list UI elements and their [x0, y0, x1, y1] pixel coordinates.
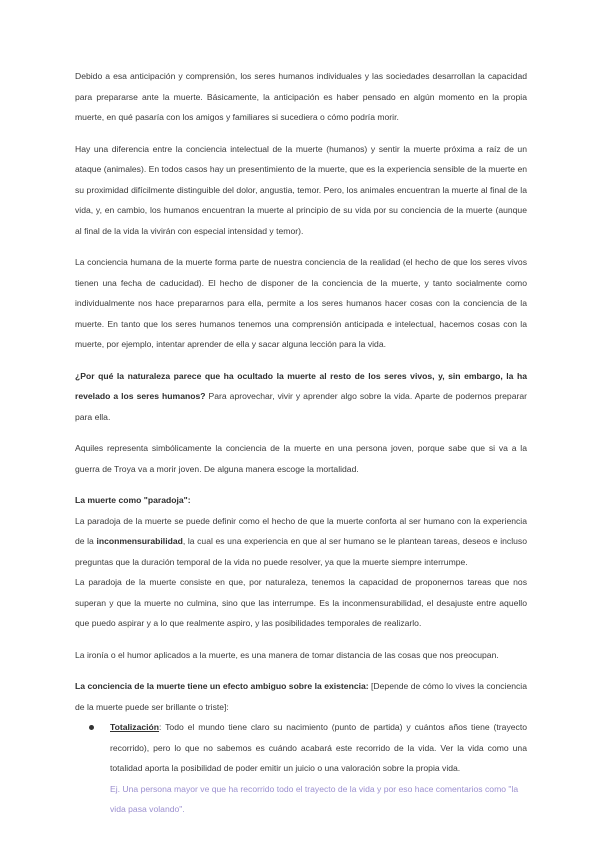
paragraph-definicion-paradoja: La paradoja de la muerte se puede definir como el hecho de que la muerte conforta al ser humano con la experiencia de la inconmensurabilidad, la cual es una experiencia en que al ser humano se le plantean tareas, deseos e incluso preguntas que la duración temporal de la vida no puede resolver, ya que la muerte siempre interrumpe. — [75, 515, 527, 567]
paragraph-pregunta-naturaleza — [75, 366, 527, 428]
example-text: Ej. Una persona mayor ve que ha recorrido todo el trayecto de la vida y por eso hace comentarios como "la vida pasa volando". — [110, 783, 519, 814]
question-bold: ¿Por qué la naturaleza parece que ha ocultado la muerte al resto de los seres vivos, y, sin embargo, la ha revelado a los seres humanos? — [75, 370, 527, 401]
term-totalizacion: Totalización — [110, 722, 160, 732]
bullet-dot-icon — [89, 725, 94, 730]
paragraph-aquiles: Aquiles representa simbólicamente la conciencia de la muerte en una persona joven, porque sabe que si va a la guerra de Troya va a morir joven. De alguna manera escoge la mortalidad. — [75, 443, 527, 474]
term-inconmensurabilidad: inconmensurabilidad — [96, 536, 183, 546]
heading-paradoja: La muerte como "paradoja": — [75, 495, 191, 505]
paragraph-efecto-ambiguo: La conciencia de la muerte tiene un efecto ambiguo sobre la existencia: [Depende de cómo lo vives la conciencia de la muerte puede ser brillante o triste]: — [75, 681, 527, 712]
paragraph-ironia: La ironía o el humor aplicados a la muerte, es una manera de tomar distancia de las cosas que nos preocupan. — [75, 649, 499, 660]
totalizacion-text: : Todo el mundo tiene claro su nacimiento (punto de partida) y cuántos años tiene (trayecto recorrido), pero lo que no sabemos es cuándo acabará este recorrido de la vida. Ver la vida como una totalidad aporta la posibilidad de poder emitir un juicio o una valoración sobre la propia vida. — [110, 722, 527, 773]
question-answer: Para aprovechar, vivir y aprender algo sobre la vida. Aparte de podernos preparar para ella. — [75, 391, 527, 422]
list-item — [75, 717, 527, 820]
paragraph-conciencia-humana: La conciencia humana de la muerte forma parte de nuestra conciencia de la realidad (el hecho de que los seres vivos tienen una fecha de caducidad). El hecho de disponer de la conciencia de la muerte, y tanto socialmente como individualmente nos hace prepararnos para ella, permite a los seres humanos hacer cosas con la conciencia de la muerte. En tanto que los seres humanos tenemos una comprensión anticipada e intelectual, hacemos cosas con la muerte, por ejemplo, intentar aprender de ella y sacar alguna lección para la vida. — [75, 257, 527, 349]
paragraph-paradoja-consiste: La paradoja de la muerte consiste en que, por naturaleza, tenemos la capacidad de proponernos tareas que nos superan y que la muerte no culmina, sino que las interrumpe. Es la inconmensurabilidad, el desajuste entre aquello que puedo aspirar y a lo que realmente aspiro, y las posibilidades temporales de realizarlo. — [75, 577, 527, 628]
document-body — [75, 66, 527, 820]
bullet-list — [75, 717, 527, 820]
paragraph-diferencia-conciencia: Hay una diferencia entre la conciencia intelectual de la muerte (humanos) y sentir la muerte próxima a raíz de un ataque (animales). En todos casos hay un presentimiento de la muerte, que es la experiencia sensible de la muerte en su proximidad difícilmente distinguible del dolor, angustia, temor. Pero, los animales encuentran la muerte al final de la vida, y, en cambio, los humanos encuentran la muerte al principio de su vida por su conciencia de la muerte (aunque al final de la vida la vivirán con especial intensidad y temor). — [75, 143, 527, 236]
paragraph-anticipacion: Debido a esa anticipación y comprensión, los seres humanos individuales y las sociedades desarrollan la capacidad para prepararse ante la muerte. Básicamente, la anticipación es haber pensado en algún momento en la propia muerte, en qué pasaría con los amigos y familiares si sucediera o cómo podría morir. — [75, 71, 527, 122]
